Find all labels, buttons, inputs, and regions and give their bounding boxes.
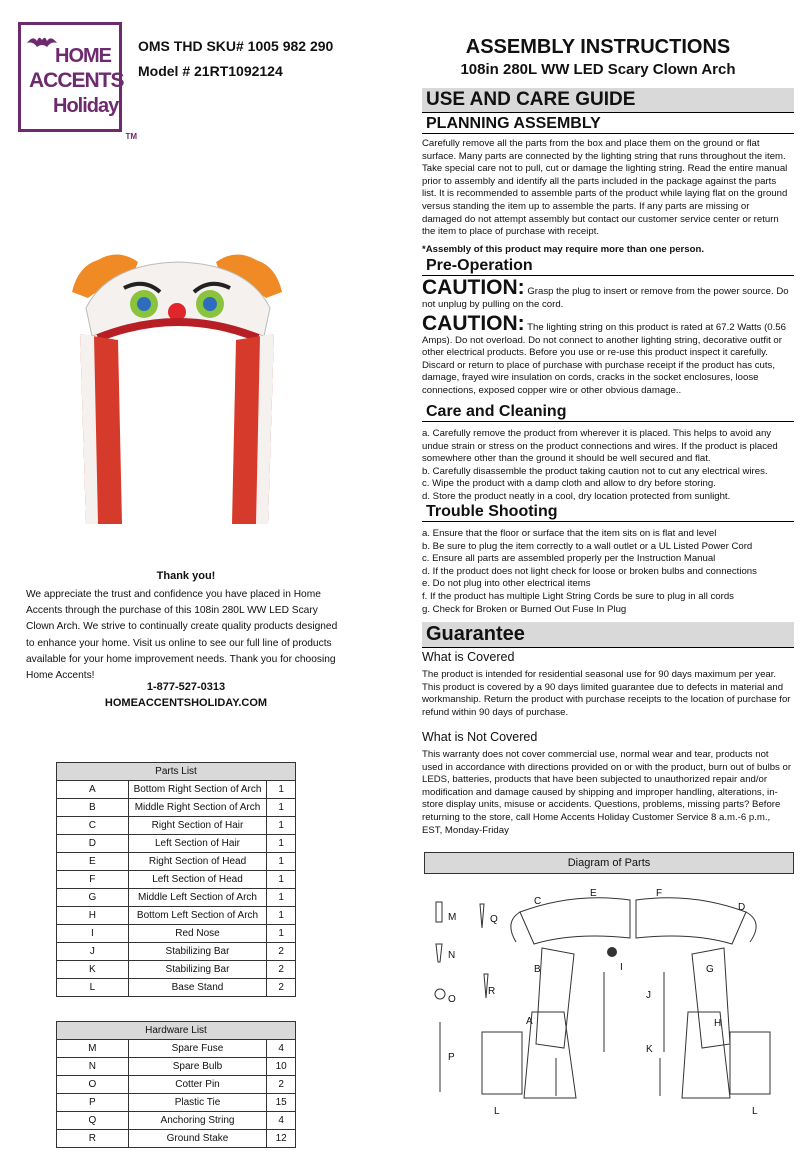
logo-text-home: HOME (55, 45, 111, 67)
product-subtitle: 108in 280L WW LED Scary Clown Arch (460, 61, 736, 78)
part-qty: 1 (267, 853, 296, 871)
pre-operation-heading: Pre-Operation (422, 257, 794, 276)
planning-note: *Assembly of this product may require more than one person. (422, 244, 705, 255)
part-letter: K (57, 961, 129, 979)
list-item: f. If the product has multiple Light String Cords be sure to plug in all cords (422, 590, 734, 602)
diagram-label: M (448, 912, 457, 923)
care-heading: Care and Cleaning (422, 403, 794, 422)
list-item: c. Wipe the product with a damp cloth and allow to dry before storing. (422, 478, 716, 490)
caution-1 (422, 276, 792, 311)
caution-label: CAUTION: (422, 312, 525, 335)
thanks-text: We appreciate the trust and confidence you have placed in Home Accents through the purchase of this 108in 280L WW LED Scary Clown Arch. We strive to continually create quality products designed to enhance your home. Visit us online to see our full line of products available for your home improvement needs. Thank you for choosing Home Accents! (26, 589, 338, 682)
diagram-label: E (590, 888, 597, 899)
diagram-label: Q (490, 914, 498, 925)
diagram-part-c (511, 912, 520, 942)
phone-number: 1-877-527-0313 (146, 681, 226, 693)
part-qty: 2 (267, 961, 296, 979)
table-row (57, 1130, 296, 1148)
part-letter: J (57, 943, 129, 961)
table-row (57, 1076, 296, 1094)
table-row (57, 943, 296, 961)
part-name: Bottom Right Section of Arch (128, 781, 267, 799)
diagram-part-n (436, 944, 442, 962)
table-row (57, 817, 296, 835)
part-letter: B (57, 799, 129, 817)
table-row (57, 1112, 296, 1130)
hardware-list-title: Hardware List (57, 1022, 296, 1040)
part-letter: F (57, 871, 129, 889)
parts-list-title: Parts List (57, 763, 296, 781)
part-qty: 1 (267, 925, 296, 943)
diagram-part-q (480, 904, 484, 928)
part-name: Middle Left Section of Arch (128, 889, 267, 907)
parts-diagram (424, 882, 794, 1172)
diagram-part-f (636, 898, 746, 944)
part-name: Left Section of Head (128, 871, 267, 889)
part-letter: D (57, 835, 129, 853)
part-name: Ground Stake (128, 1130, 267, 1148)
caution-2 (422, 312, 792, 398)
parts-list-table (56, 762, 296, 997)
table-row (57, 925, 296, 943)
diagram-part-l-left (482, 1032, 522, 1094)
trouble-heading: Trouble Shooting (422, 503, 794, 522)
trademark: TM (125, 132, 137, 141)
diagram-part-d (746, 912, 756, 942)
part-qty: 1 (267, 817, 296, 835)
covered-heading: What is Covered (422, 650, 515, 664)
list-item: c. Ensure all parts are assembled properly per the Instruction Manual (422, 553, 716, 565)
table-row (57, 781, 296, 799)
part-qty: 15 (267, 1094, 296, 1112)
diagram-label: A (526, 1016, 533, 1027)
not-covered-heading: What is Not Covered (422, 730, 538, 744)
part-name: Spare Fuse (128, 1040, 267, 1058)
diagram-part-m (436, 902, 442, 922)
list-item: a. Ensure that the floor or surface that the item sits on is flat and level (422, 528, 717, 539)
caution-2-text: The lighting string on this product is rated at 67.2 Watts (0.56 Amps). Do not overload. Do not connect to another lighting string, decorative outfit or other electrical products. Before you use or re-use this product inspect it carefully. Discard or return to place of purchase with purchase receipt if the product has cuts, damage, frayed wire insulation on cords, cracks in the socket enclosures, loose connections, exposed copper wire or other obvious damage.. (422, 322, 786, 396)
table-row (57, 853, 296, 871)
part-qty: 12 (267, 1130, 296, 1148)
list-item: d. If the product does not light check for loose or broken bulbs and connections (422, 565, 757, 577)
part-letter: C (57, 817, 129, 835)
list-item: a. Carefully remove the product from wherever it is placed. This helps to avoid any undue strain or stress on the product connections and wires. If the product is placed somewhere other than the ground it should be well secured and flat. (422, 428, 778, 465)
table-row (57, 1040, 296, 1058)
table-row (57, 1058, 296, 1076)
covered-text: The product is intended for residential seasonal use for 90 days maximum per year. This product is covered by a 90 days limited guarantee due to defects in material and workmanship. Return the product with purchase receipts to the location of purchase for refund within 90 days of purchase. (422, 669, 791, 718)
hardware-list-table (56, 1021, 296, 1148)
list-item: d. Store the product neatly in a cool, dry location protected from sunlight. (422, 490, 731, 502)
diagram-part-o (435, 989, 445, 999)
model-label: Model # 21RT1092124 (138, 63, 283, 79)
list-item: e. Do not plug into other electrical items (422, 578, 591, 590)
planning-text: Carefully remove all the parts from the box and place them on the ground or flat surface. Many parts are connected by the lighting string that runs throughout the item. Take special care not to pull, cut or damage the lighting string. Read the entire manual prior to assembly and identify all the parts included in the package against the parts list. It is recommended to assemble parts of the product while laying flat on the ground versus standing the item up to assemble the parts. If any parts are missing or damaged do not attempt assembly but contact our customer service center or return the item to place of purchase with receipt. (422, 138, 788, 238)
diagram-label: B (534, 964, 541, 975)
part-letter: E (57, 853, 129, 871)
part-qty: 4 (267, 1040, 296, 1058)
part-letter: Q (57, 1112, 129, 1130)
table-row (57, 835, 296, 853)
table-row (57, 871, 296, 889)
list-item: g. Check for Broken or Burned Out Fuse In Plug (422, 603, 627, 615)
diagram-label: H (714, 1018, 722, 1029)
part-qty: 2 (267, 1076, 296, 1094)
part-qty: 1 (267, 871, 296, 889)
list-item: b. Be sure to plug the item correctly to a wall outlet or a UL Listed Power Cord (422, 540, 753, 552)
table-header-row (57, 763, 296, 781)
diagram-label: P (448, 1052, 455, 1063)
table-row (57, 961, 296, 979)
diagram-label: L (494, 1106, 500, 1117)
diagram-part-h (682, 1012, 730, 1098)
part-name: Right Section of Head (128, 853, 267, 871)
part-qty: 1 (267, 907, 296, 925)
part-letter: P (57, 1094, 129, 1112)
care-list (422, 428, 792, 504)
table-row (57, 799, 296, 817)
part-letter: N (57, 1058, 129, 1076)
part-letter: R (57, 1130, 129, 1148)
page-title: ASSEMBLY INSTRUCTIONS (465, 36, 731, 58)
diagram-label: G (706, 964, 714, 975)
diagram-title: Diagram of Parts (424, 852, 794, 874)
diagram-part-l-right (730, 1032, 770, 1094)
part-name: Right Section of Hair (128, 817, 267, 835)
caution-1-text: Grasp the plug to insert or remove from the power source. Do not unplug by pulling on the cord. (422, 286, 789, 310)
table-row (57, 889, 296, 907)
diagram-part-i (607, 947, 617, 957)
diagram-label: C (534, 896, 542, 907)
part-qty: 1 (267, 835, 296, 853)
table-row (57, 907, 296, 925)
part-name: Plastic Tie (128, 1094, 267, 1112)
bat-icon (25, 31, 59, 53)
part-name: Base Stand (128, 979, 267, 997)
diagram-label: F (656, 888, 663, 899)
product-illustration (68, 248, 288, 534)
part-name: Spare Bulb (128, 1058, 267, 1076)
thanks-heading: Thank you! (156, 570, 216, 582)
part-name: Cotter Pin (128, 1076, 267, 1094)
part-qty: 2 (267, 979, 296, 997)
part-letter: I (57, 925, 129, 943)
part-qty: 2 (267, 943, 296, 961)
table-header-row (57, 1022, 296, 1040)
table-row (57, 979, 296, 997)
diagram-label: L (752, 1106, 758, 1117)
planning-heading: PLANNING ASSEMBLY (422, 115, 794, 134)
diagram-label: D (738, 902, 746, 913)
diagram-part-g (692, 948, 730, 1048)
part-letter: L (57, 979, 129, 997)
part-letter: O (57, 1076, 129, 1094)
part-qty: 1 (267, 781, 296, 799)
part-letter: H (57, 907, 129, 925)
diagram-label: O (448, 994, 456, 1005)
not-covered-text: This warranty does not cover commercial use, normal wear and tear, products not used in accordance with directions provided on or with the product, burn out of bulbs or LEDS, batteries, products that have been subjected to unauthorized repair and/or modification and damage caused by shipping and improper handling, alterations, in-store display units, misuse or accidents. Questions, problems, missing parts? Before returning to the store, call Home Accents Holiday Customer Service 8 a.m.-6 p.m., EST, Monday-Friday (422, 749, 792, 836)
logo-text-holiday: Holiday (53, 95, 119, 117)
part-name: Left Section of Hair (128, 835, 267, 853)
part-name: Anchoring String (128, 1112, 267, 1130)
part-name: Stabilizing Bar (128, 961, 267, 979)
part-name: Stabilizing Bar (128, 943, 267, 961)
part-qty: 1 (267, 889, 296, 907)
part-name: Middle Right Section of Arch (128, 799, 267, 817)
trouble-list (422, 528, 792, 616)
diagram-label: K (646, 1044, 653, 1055)
part-qty: 1 (267, 799, 296, 817)
use-care-heading: USE AND CARE GUIDE (422, 88, 794, 113)
brand-logo (18, 22, 137, 141)
website: HOMEACCENTSHOLIDAY.COM (104, 697, 268, 709)
diagram-label: N (448, 950, 456, 961)
diagram-label: I (620, 962, 623, 973)
sku-label: OMS THD SKU# 1005 982 290 (138, 38, 334, 54)
list-item: b. Carefully disassemble the product taking caution not to cut any electrical wires. (422, 465, 768, 477)
logo-text-accents: ACCENTS (29, 69, 124, 92)
diagram-label: J (646, 990, 651, 1001)
table-row (57, 1094, 296, 1112)
caution-label: CAUTION: (422, 276, 525, 299)
part-name: Red Nose (128, 925, 267, 943)
diagram-part-b (536, 948, 574, 1048)
guarantee-heading: Guarantee (422, 622, 794, 648)
part-qty: 10 (267, 1058, 296, 1076)
part-qty: 4 (267, 1112, 296, 1130)
part-name: Bottom Left Section of Arch (128, 907, 267, 925)
part-letter: A (57, 781, 129, 799)
part-letter: M (57, 1040, 129, 1058)
diagram-label: R (488, 986, 496, 997)
part-letter: G (57, 889, 129, 907)
